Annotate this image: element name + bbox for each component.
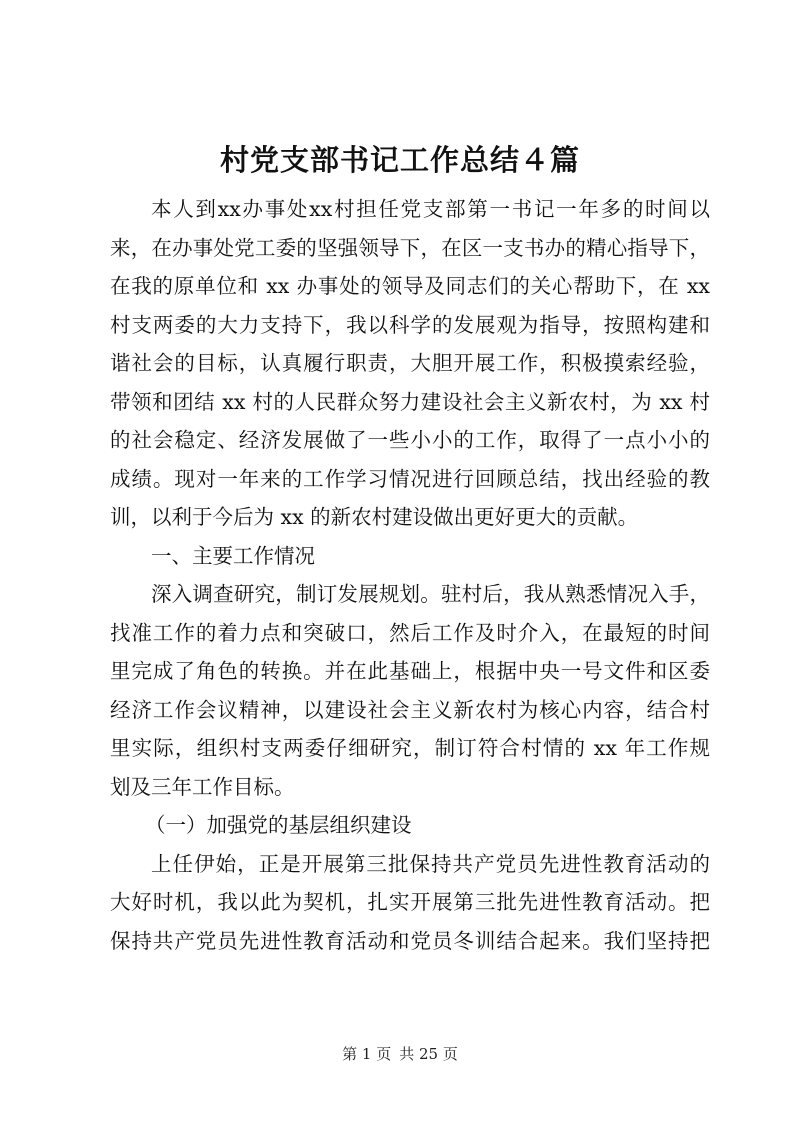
page-number: 第 1 页 (342, 1045, 392, 1063)
body-line: 带领和团结 xx 村的人民群众努力建设社会主义新农村，为 xx 村 (110, 389, 710, 414)
body-line: 成绩。现对一年来的工作学习情况进行回顾总结，找出经验的教 (110, 466, 710, 491)
body-line: 深入调查研究，制订发展规划。驻村后，我从熟悉情况入手， (151, 582, 710, 606)
body-line: 上任伊始，正是开展第三批保持共产党员先进性教育活动的 (151, 851, 710, 876)
body-line: 划及三年工作目标。 (110, 774, 295, 799)
body-line: 来，在办事处党工委的坚强领导下，在区一支书办的精心指导下， (110, 235, 710, 260)
body-line: 的社会稳定、经济发展做了一些小小的工作，取得了一点小小的 (110, 428, 710, 452)
body-line: 保持共产党员先进性教育活动和党员冬训结合起来。我们坚持把 (110, 928, 710, 953)
body-line: 大好时机，我以此为契机，扎实开展第三批先进性教育活动。把 (110, 890, 710, 914)
section-heading: 一、主要工作情况 (151, 543, 315, 568)
page-total: 共 25 页 (399, 1045, 458, 1063)
subsection-heading: （一）加强党的基层组织建设 (145, 813, 412, 837)
body-line: 找准工作的着力点和突破口，然后工作及时介入，在最短的时间 (110, 620, 710, 645)
body-line: 里完成了角色的转换。并在此基础上，根据中央一号文件和区委 (110, 659, 710, 683)
document-body (110, 190, 710, 960)
body-line: 本人到xx办事处xx村担任党支部第一书记一年多的时间以 (151, 197, 710, 221)
body-line: 在我的原单位和 xx 办事处的领导及同志们的关心帮助下，在 xx (110, 274, 710, 298)
document-title: 村党支部书记工作总结４篇 (219, 143, 580, 177)
body-line: 训，以利于今后为 xx 的新农村建设做出更好更大的贡献。 (110, 505, 639, 529)
body-line: 村支两委的大力支持下，我以科学的发展观为指导，按照构建和 (110, 312, 710, 337)
page-footer (0, 1044, 800, 1064)
body-line: 经济工作会议精神，以建设社会主义新农村为核心内容，结合村 (110, 697, 710, 722)
body-line: 谐社会的目标，认真履行职责，大胆开展工作，积极摸索经验， (110, 351, 710, 375)
body-line: 里实际，组织村支两委仔细研究，制订符合村情的 xx 年工作规 (110, 736, 710, 760)
